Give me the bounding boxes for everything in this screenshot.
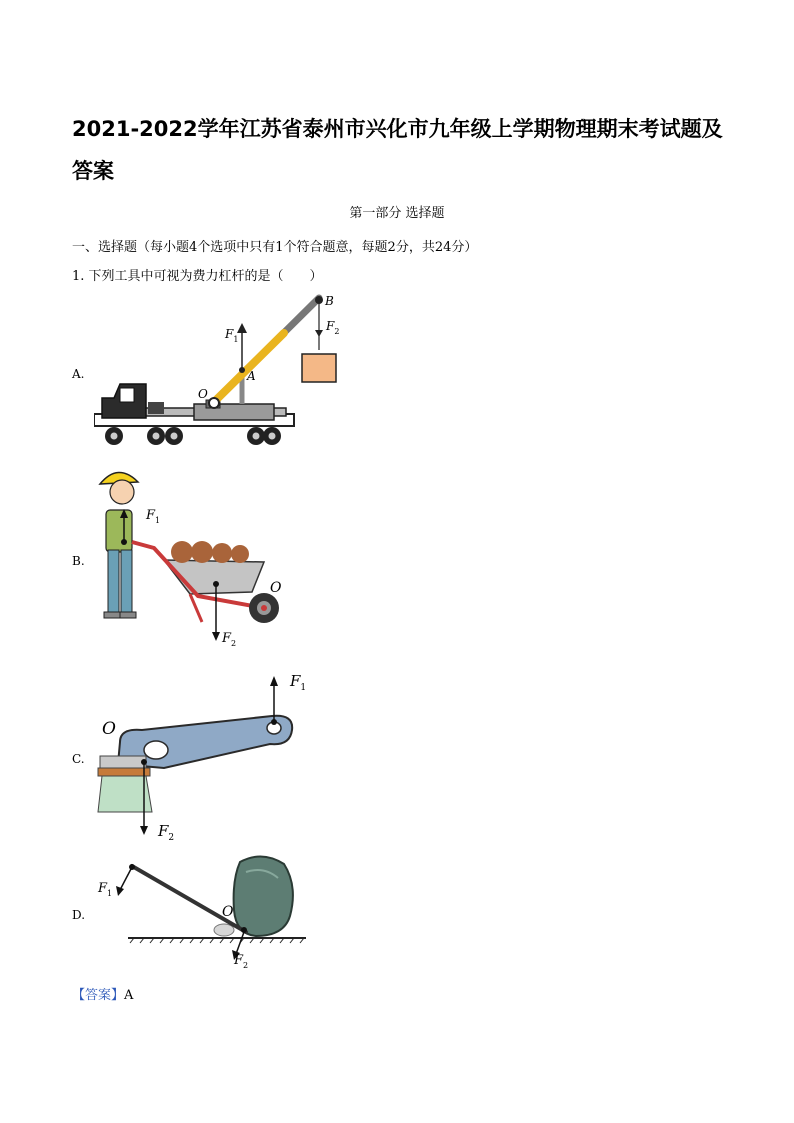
opener-f2-label: $F_2$: [158, 822, 175, 843]
crowbar-o-label: O: [222, 904, 234, 920]
question-stem: [72, 265, 323, 284]
crane-f2-label: $F_2$: [326, 319, 340, 336]
section-title: 第一部分 选择题: [349, 206, 445, 221]
crane-truck-figure: [94, 290, 344, 455]
answer-tag: 【答案】: [72, 988, 125, 1003]
crowbar-f2-label: $F_2$: [234, 953, 249, 970]
crowbar-figure: [94, 850, 314, 972]
option-b-label: B.: [72, 554, 85, 568]
answer-line: [72, 984, 133, 1003]
wheelbarrow-o-label: O: [270, 580, 282, 596]
wheelbarrow-f2-label: $F_2$: [222, 631, 237, 648]
question-text: 下列工具中可视为费力杠杆的是（ ）: [88, 269, 323, 284]
crane-a-label: A: [247, 369, 256, 383]
opener-f1-label: $F_1$: [290, 672, 307, 693]
part-heading: 一、选择题（每小题4个选项中只有1个符合题意，每题2分，共24分）: [72, 240, 478, 255]
crowbar-f1-label: $F_1$: [98, 881, 113, 898]
crane-f1-label: $F_1$: [225, 327, 239, 344]
crane-o-label: O: [198, 387, 208, 401]
crane-b-label: B: [325, 294, 334, 308]
option-c-label: C.: [72, 752, 85, 766]
option-d-label: D.: [72, 908, 86, 922]
wheelbarrow-figure: [94, 462, 304, 657]
wheelbarrow-f1-label: $F_1$: [146, 508, 161, 525]
answer-value: A: [124, 988, 134, 1003]
option-a-label: A.: [72, 367, 85, 381]
question-number: 1.: [72, 269, 85, 284]
bottle-opener-figure: [94, 664, 314, 850]
opener-o-label: O: [102, 719, 116, 739]
page-title: 2021-2022学年江苏省泰州市兴化市九年级上学期物理期末考试题及答案: [72, 117, 723, 183]
